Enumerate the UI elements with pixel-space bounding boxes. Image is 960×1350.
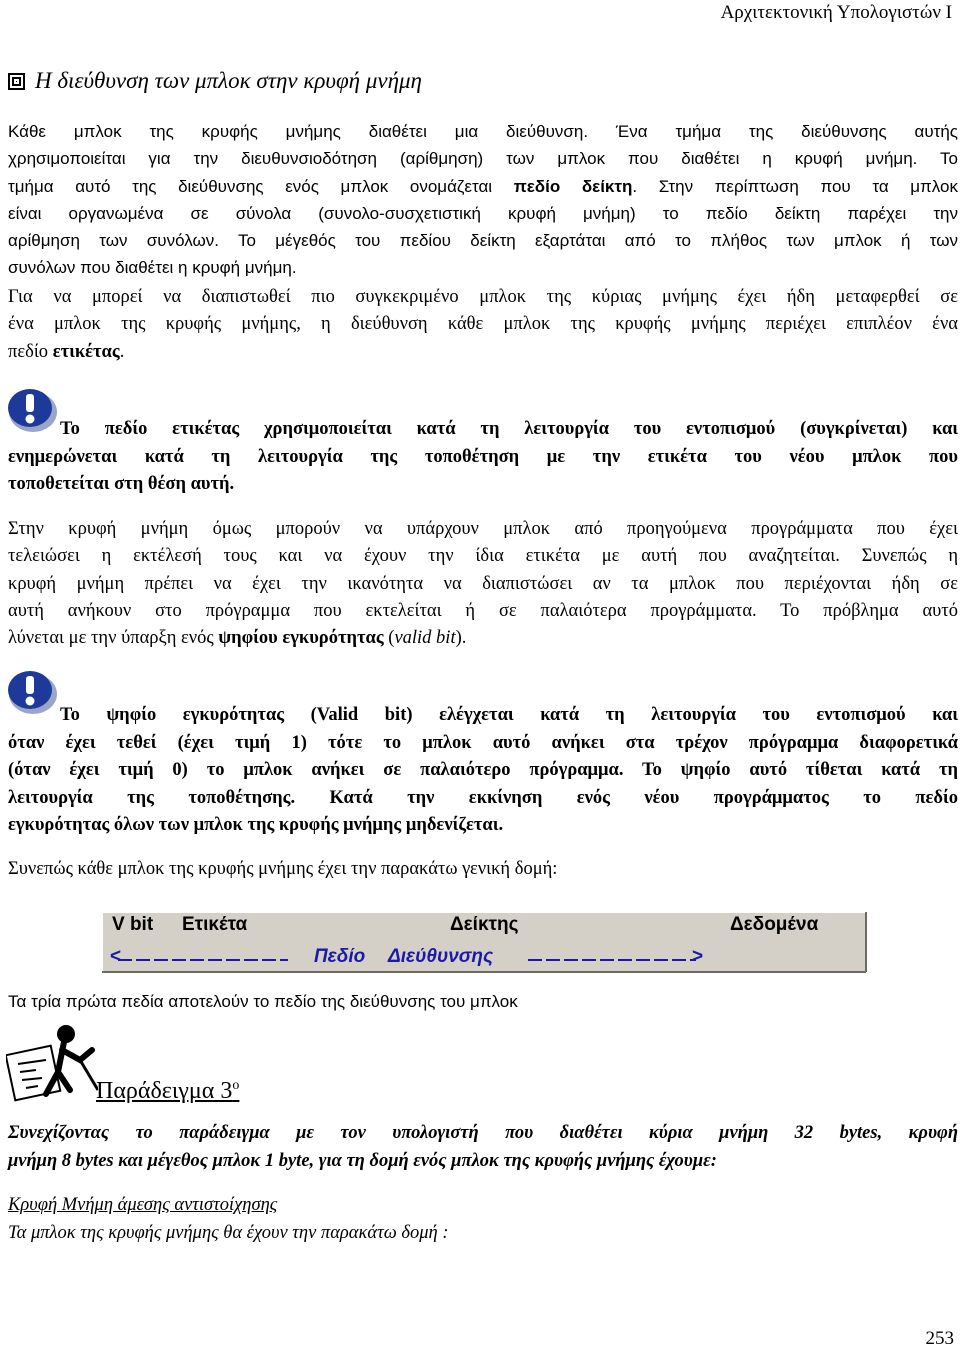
subheading: Κρυφή Μνήμη άμεσης αντιστοίχησης [8,1195,278,1215]
example-title [96,1078,239,1105]
paragraph-4: Συνεπώς κάθε μπλοκ της κρυφής μνήμης έχει την παρακάτω γενική δομή: [8,859,558,879]
section-title-text: Η διεύθυνση των μπλοκ στην κρυφή μνήμη [35,68,422,93]
tag-field-term: ετικέτας [52,341,120,362]
index-field-term: πεδίο δείκτη [513,176,633,196]
paragraph-5: Τα τρία πρώτα πεδία αποτελούν το πεδίο της διεύθυνσης του μπλοκ [8,992,518,1011]
address-label-field: Πεδίο [314,946,366,967]
note-1 [8,416,958,499]
field-data: Δεδομένα [730,914,819,935]
text-line: λειτουργία της τοποθέτησης. Κατά την εκκίνηση ενός νέου προγράμματος το πεδίο [8,787,958,808]
example-text [8,1120,958,1175]
text-line: αρίθμηση των συνόλων. Το μέγεθός του πεδίου δείκτη εξαρτάται από το πλήθος των μπλοκ ή των [8,231,958,251]
text-run: τμήμα αυτό της διεύθυνσης ενός μπλοκ ονομάζεται [8,176,514,196]
text-line: Στην κρυφή μνήμη όμως μπορούν να υπάρχουν μπλοκ από προηγούμενα προγράμματα που έχει [8,519,958,539]
text-line: Κάθε μπλοκ της κρυφής μνήμης διαθέτει μια διεύθυνση. Ένα τμήμα της διεύθυνσης αυτής [8,122,958,141]
text-line: Για να μπορεί να διαπιστωθεί πιο συγκεκριμένο μπλοκ της κύριας μνήμης έχει ήδη μεταφερθεί σε [8,287,958,307]
field-index: Δείκτης [450,914,519,935]
text-line: είναι οργανωμένα σε σύνολα (συνολο-συσχετιστική κρυφή μνήμη) το πεδίο δείκτη παρέχει την [8,203,958,223]
text-line [8,625,958,652]
text-line: αυτή ανήκουν στο πρόγραμμα που εκτελείται ή σε παλαιότερα προγράμματα. Το πρόβλημα αυτό [8,600,958,621]
text-line: Το πεδίο ετικέτας χρησιμοποιείται κατά τη λειτουργία του εντοπισμού (συγκρίνεται) και [60,419,958,439]
example-title-sup: ο [232,1078,240,1093]
field-tag: Ετικέτα [182,914,248,935]
text-line [8,173,958,200]
field-vbit: V bit [112,914,154,935]
text-line: συνόλων που διαθέτει η κρυφή μνήμη. [8,258,297,278]
arrow-right-head: > [692,946,704,967]
text-run: . [119,341,125,362]
text-line: τελειώσει η εκτέλεσή τους και να έχουν την ίδια ετικέτα με αυτή που αναζητείται. Συνεπώς η [8,546,958,567]
text-line: Συνεχίζοντας το παράδειγμα με τον υπολογιστή που διαθέτει κύρια μνήμη 32 bytes, κρυφή [8,1123,958,1143]
text-run: λύνεται με την ύπαρξη ενός [8,628,219,649]
text-line: χρησιμοποιείται για την διευθυνσιοδότηση (αρίθμηση) των μπλοκ που διαθέτει η κρυφή μνήμη. Το [8,149,958,169]
text-line: ένα μπλοκ της κρυφής μνήμης, η διεύθυνση κάθε μπλοκ της κρυφής μνήμης περιέχει επιπλέον ένα [8,314,958,335]
example-title-text: Παράδειγμα 3 [96,1078,233,1104]
text-line: μνήμη 8 bytes και μέγεθος μπλοκ 1 byte, για τη δομή ενός μπλοκ της κρυφής μνήμης έχουμε: [8,1150,717,1171]
valid-bit-english: valid bit [394,628,456,649]
text-run: πεδίο [8,341,53,362]
text-line: τοποθετείται στη θέση αυτή. [8,474,235,494]
address-label-address: Διεύθυνσης [388,946,494,967]
text-line: εγκυρότητας όλων των μπλοκ της κρυφής μνήμης μηδενίζεται. [8,815,504,835]
writing-person-icon [6,1020,98,1115]
paragraph-1 [8,118,958,282]
address-structure-diagram [88,900,878,980]
text-run: . Στην περίπτωση που τα μπλοκ [632,176,958,196]
text-line [8,339,958,366]
note-2 [8,702,958,840]
text-line: ενημερώνεται κατά τη λειτουργία της τοποθέτηση με την ετικέτα του νέου μπλοκ που [8,446,958,467]
arrow-left-head: < [110,946,122,967]
paragraph-2 [8,284,958,366]
page-header: Αρχιτεκτονική Υπολογιστών Ι [720,2,952,23]
subtext: Τα μπλοκ της κρυφής μνήμης θα έχουν την παρακάτω δομή : [8,1223,449,1243]
text-line: όταν έχει τεθεί (έχει τιμή 1) τότε το μπλοκ αυτό ανήκει στα τρέχον πρόγραμμα διαφορετικά [8,732,958,753]
section-title [8,68,422,94]
paragraph-3 [8,516,958,652]
text-line: Το ψηφίο εγκυρότητας (Valid bit) ελέγχεται κατά τη λειτουργία του εντοπισμού και [60,705,958,725]
diagram-frame [88,900,878,980]
text-run: ). [455,628,467,649]
section-bullet-icon [8,73,25,90]
text-line: κρυφή μνήμη πρέπει να έχει την ικανότητα να διαπιστώσει αν τα μπλοκ που περιέχονται ήδη σε [8,573,958,594]
page-number: 253 [925,1328,954,1349]
valid-bit-term: ψηφίου εγκυρότητας [218,628,384,649]
text-run: ( [383,628,395,649]
text-line: (όταν έχει τιμή 0) το μπλοκ ανήκει σε παλαιότερο πρόγραμμα. Το ψηφίο αυτό τίθεται κατά τη [8,760,958,780]
